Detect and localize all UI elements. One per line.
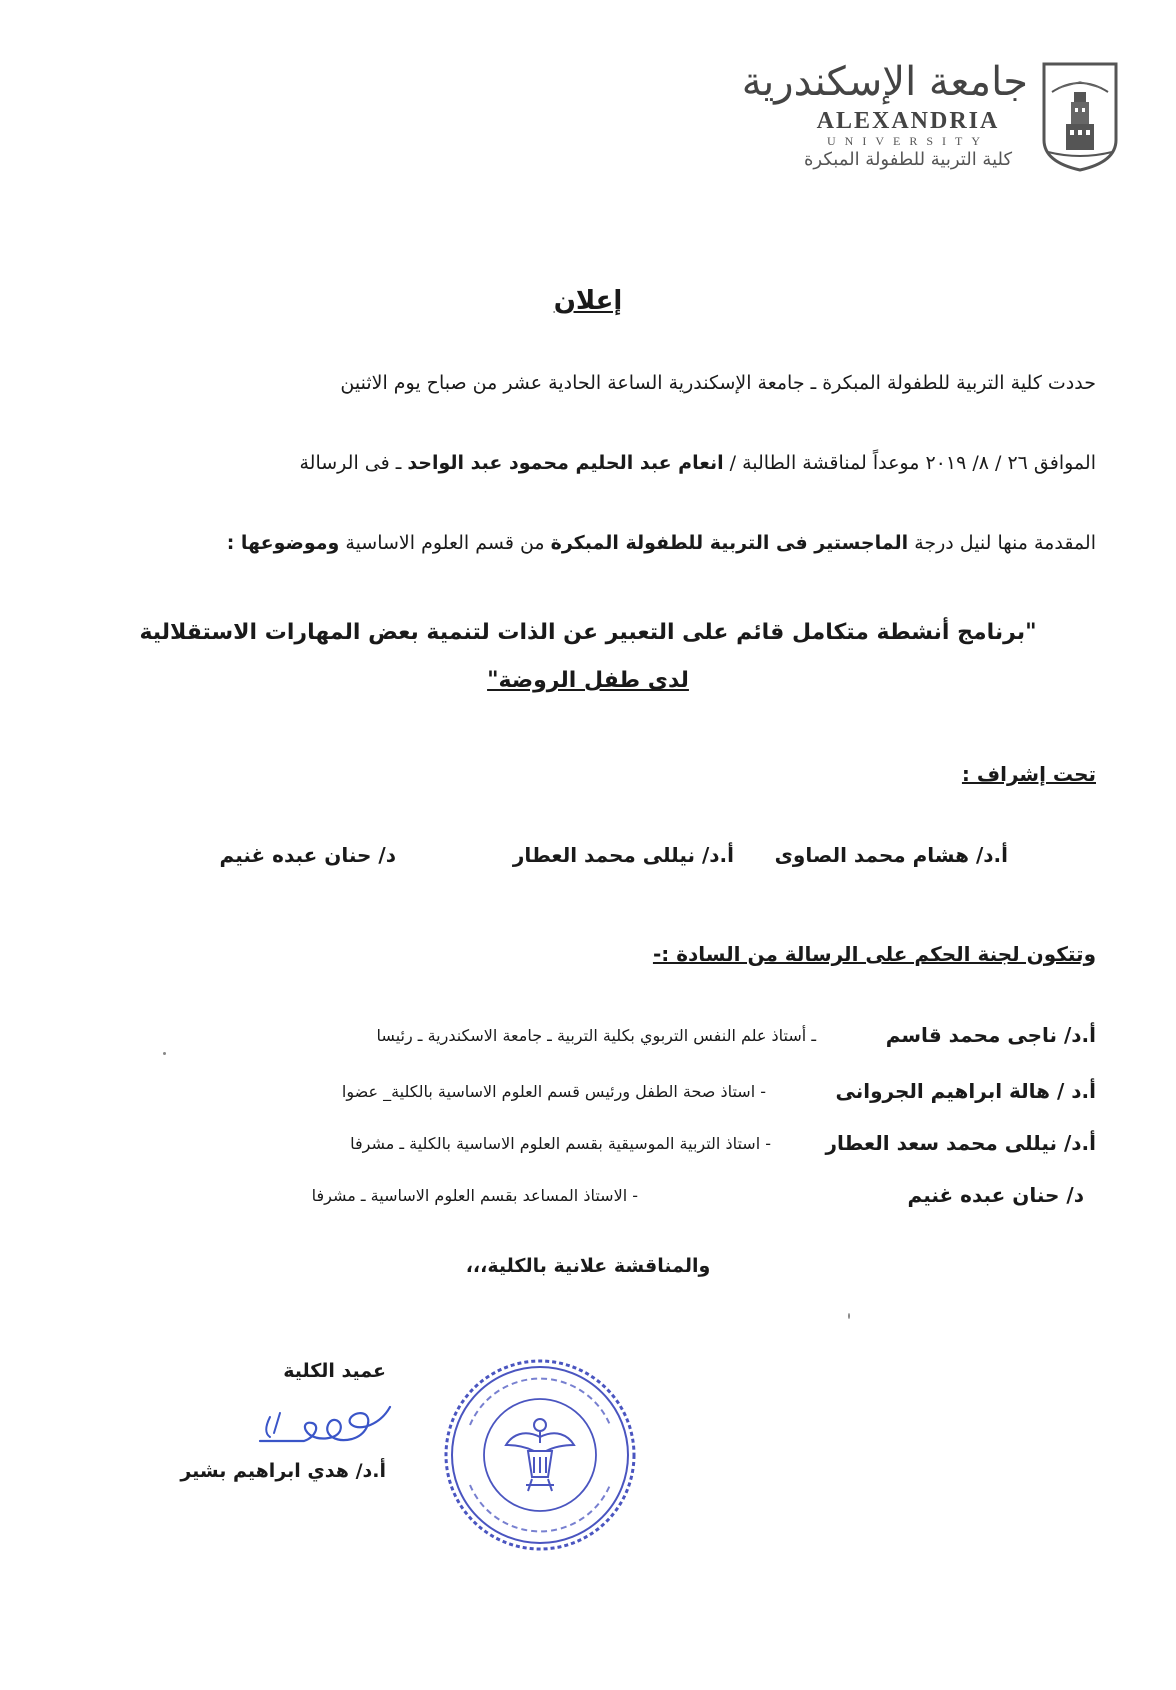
body-line-3-mid: من قسم العلوم الاساسية [339,532,551,554]
university-logo [741,58,1120,193]
scan-speck [163,1052,166,1055]
faculty-name: كلية التربية للطفولة المبكرة [803,149,1013,170]
closing-statement: والمناقشة علانية بالكلية،،، [465,1255,711,1277]
committee-member-2-name: أ.د / هالة ابراهيم الجروانى [835,1079,1096,1103]
committee-member-2-role: - استاذ صحة الطفل ورئيس قسم العلوم الاساسية بالكلية_ عضوا [341,1082,766,1101]
committee-member-4-role: - الاستاذ المساعد بقسم العلوم الاساسية ـ مشرفا [311,1186,638,1205]
student-name: انعام عبد الحليم محمود عبد الواحد [407,452,724,474]
body-line-2-suffix: ـ فى الرسالة [299,452,408,474]
official-seal-stamp [440,1355,640,1555]
thesis-topic-line-1: "برنامج أنشطة متكامل قائم على التعبير عن الذات لتنمية بعض المهارات الاستقلالية [139,620,1037,645]
degree-name: الماجستير فى التربية للطفولة المبكرة [550,532,909,554]
scan-speck [848,1313,850,1319]
body-line-1: حددت كلية التربية للطفولة المبكرة ـ جامعة الإسكندرية الساعة الحادية عشر من صباح يوم الاثنين [340,372,1096,394]
body-line-2 [299,452,1096,474]
supervisor-2: أ.د/ نيللى محمد العطار [512,843,734,867]
committee-member-1-name: أ.د/ ناجى محمد قاسم [885,1023,1096,1047]
university-name-ar: جامعة الإسكندرية [741,59,1028,105]
lighthouse-icon [1040,62,1120,172]
university-name-en: ALEXANDRIA [816,108,1000,134]
supervision-heading: تحت إشراف : [961,762,1096,786]
dean-name: أ.د/ هدي ابراهيم بشير [180,1460,386,1482]
announcement-title: إعلان [553,286,623,316]
body-line-3-suffix: وموضوعها : [226,532,340,554]
body-line-3 [227,532,1096,554]
committee-heading: وتتكون لجنة الحكم على الرسالة من السادة :- [652,942,1096,966]
handwritten-signature [240,1395,410,1455]
thesis-topic-line-2: لدى طفل الروضة" [487,668,689,693]
body-line-2-prefix: الموافق ٢٦ / ٨/ ٢٠١٩ موعداً لمناقشة الطالبة / [723,452,1096,474]
committee-member-4-name: د/ حنان عبده غنيم [907,1183,1084,1207]
committee-member-3-name: أ.د/ نيللى محمد سعد العطار [825,1131,1096,1155]
supervisor-1: أ.د/ هشام محمد الصاوى [774,843,1008,867]
committee-member-1-role: ـ أستاذ علم النفس التربوي بكلية التربية ـ جامعة الاسكندرية ـ رئيسا [376,1026,816,1045]
supervisor-3: د/ حنان عبده غنيم [219,843,396,867]
body-line-3-prefix: المقدمة منها لنيل درجة [908,532,1096,554]
committee-member-3-role: - استاذ التربية الموسيقية بقسم العلوم الاساسية بالكلية ـ مشرفا [350,1134,771,1153]
dean-title: عميد الكلية [283,1360,386,1382]
university-name-en-sub: UNIVERSITY [827,134,989,148]
logo-text [741,58,1028,172]
